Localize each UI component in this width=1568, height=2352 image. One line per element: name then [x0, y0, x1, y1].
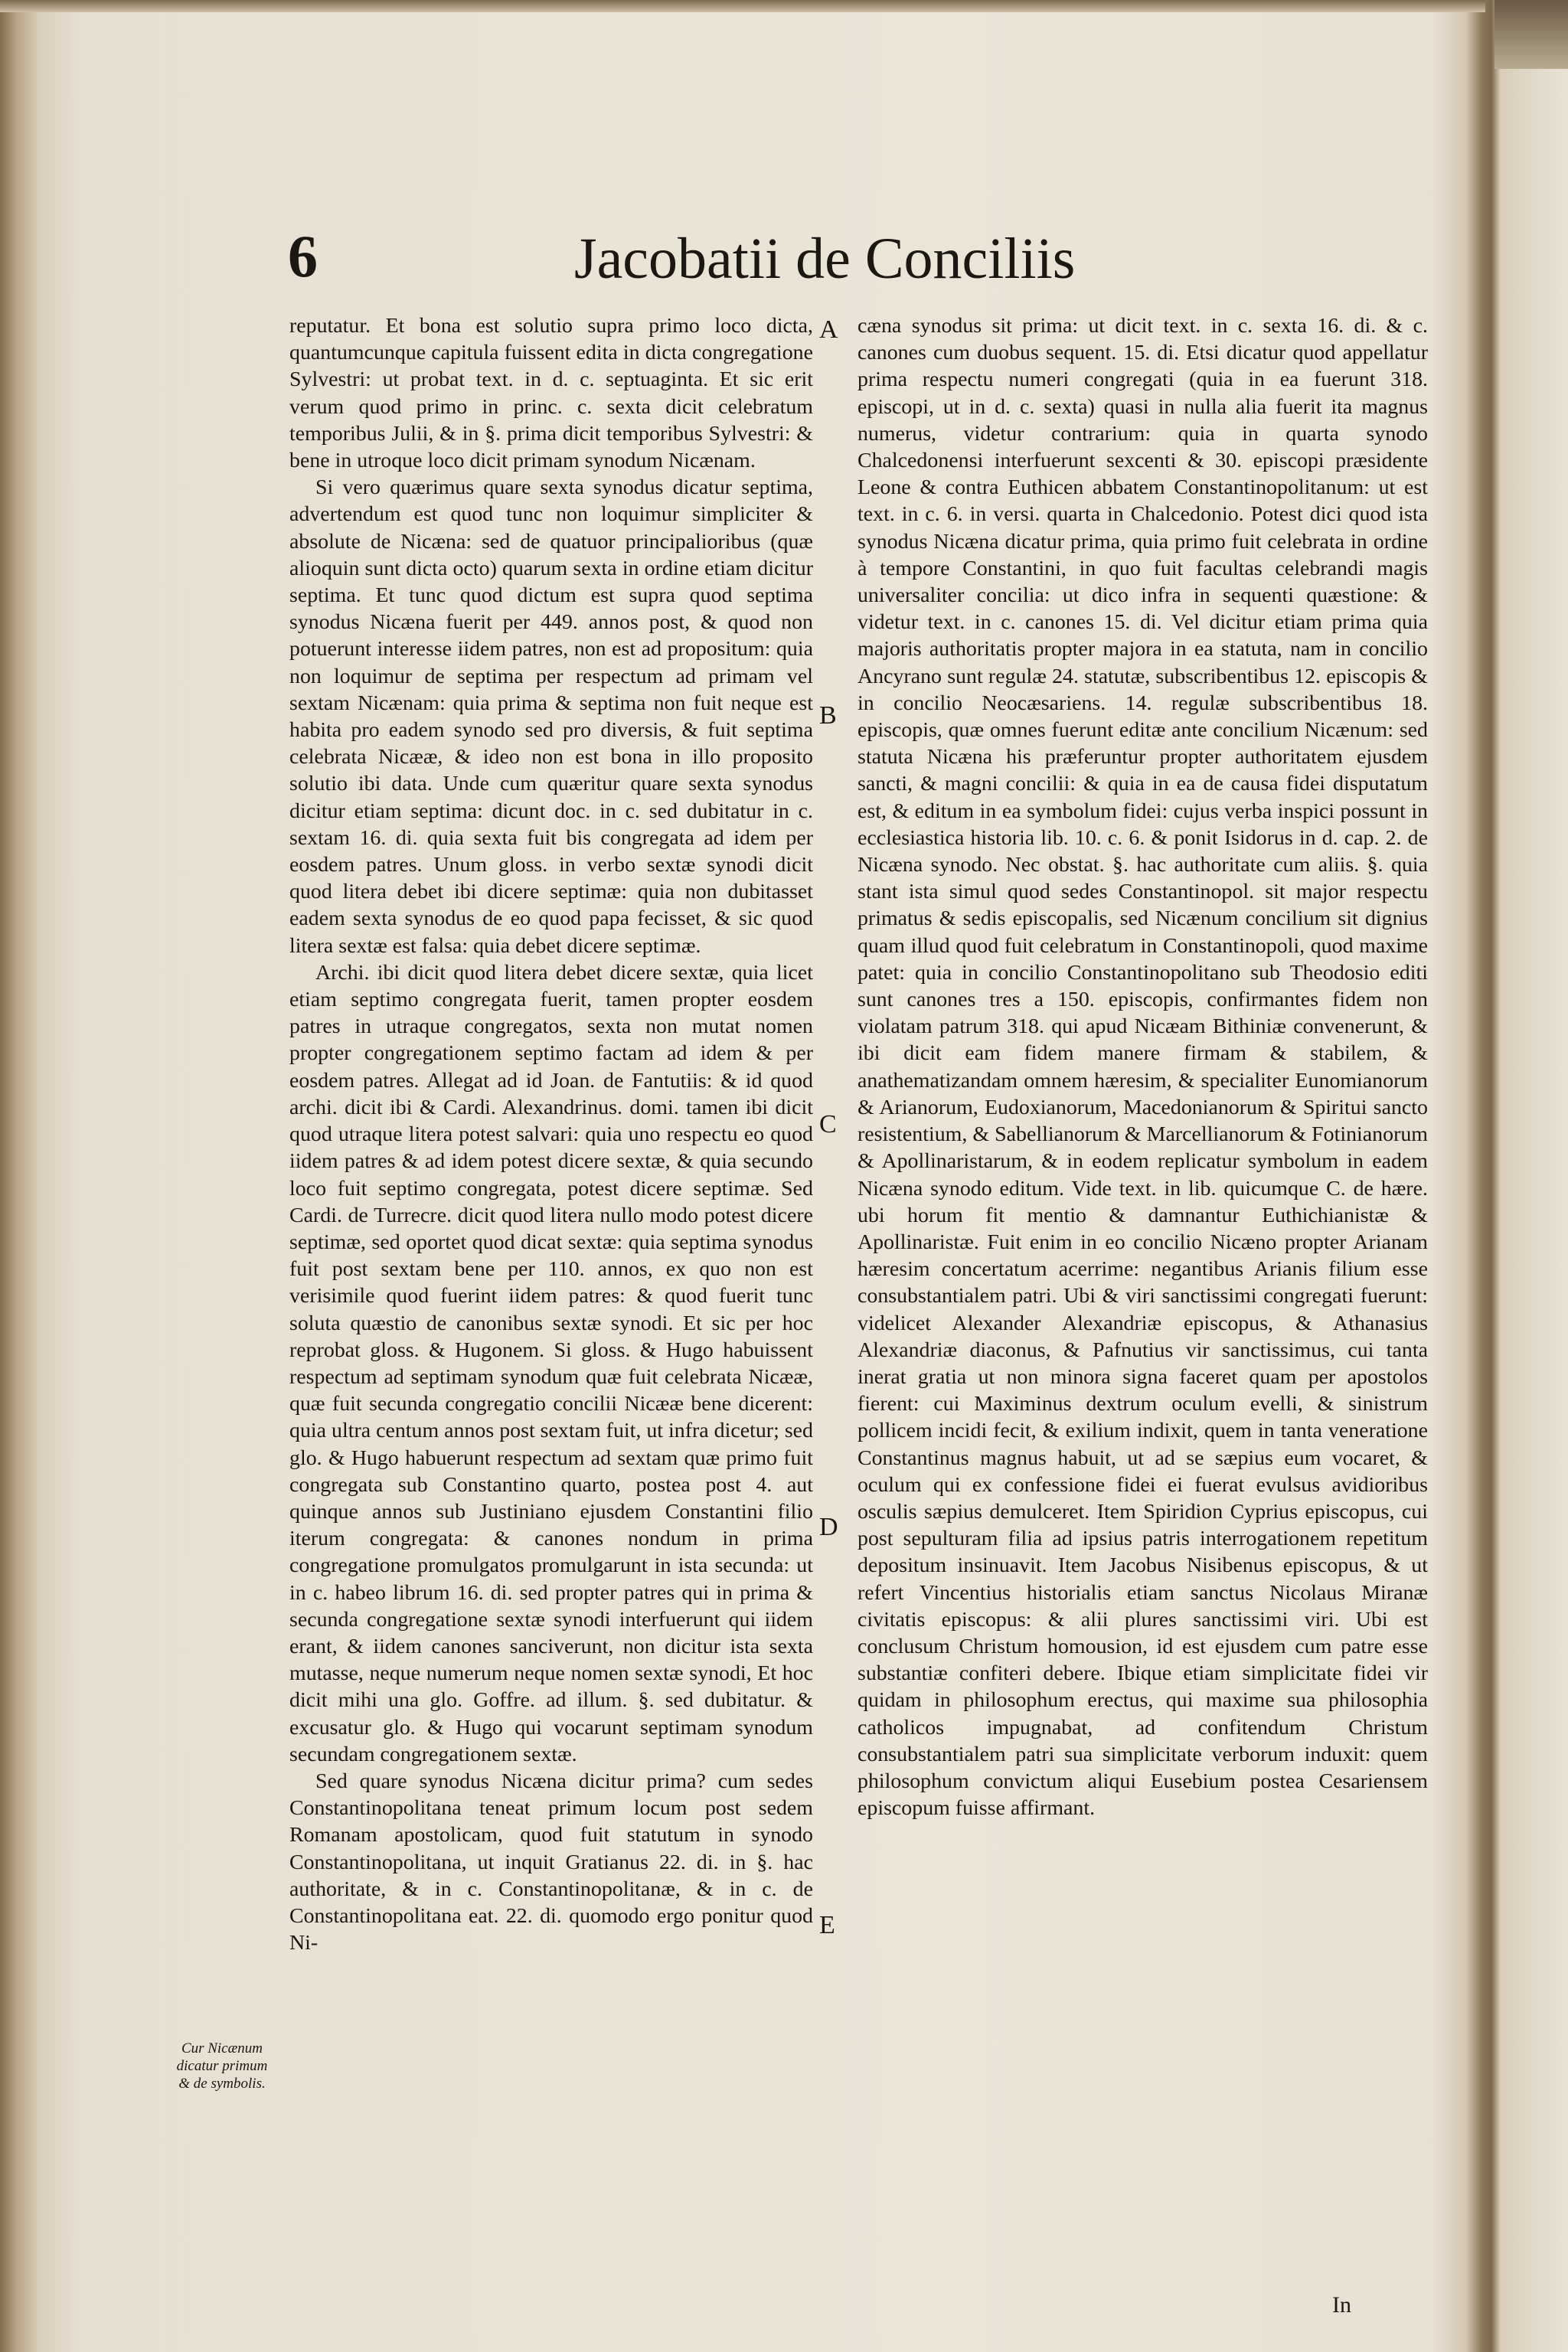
running-head: Jacobatii de Conciliis — [574, 227, 1076, 291]
left-paragraph-4: Sed quare synodus Nicæna dicitur prima? cum sedes Constantinopolitana teneat primum locum post sedem Romanam apostolicam, quod fuit statutum in synodo Constantinopolitana, ut inquit Gratianus 22. di. in §. hac authoritate, & in c. Constantinopolitanæ, & in c. de Constantinopolitana eat. 22. di. quomodo ergo ponitur quod Ni- — [289, 1769, 813, 1955]
margin-note: Cur Nicænum dicatur primum & de symbolis. — [176, 2040, 268, 2092]
catchword: In — [1332, 2292, 1351, 2318]
section-marker-d: D — [819, 1513, 838, 1541]
left-column — [289, 312, 813, 2272]
left-paragraph-3: Archi. ibi dicit quod litera debet dicere sextæ, quia licet etiam septimo congregata fuerit, tamen propter eosdem patres in utraque congregatos, sexta non mutat nomen propter congregationem septimo factam ad idem & per eosdem patres. Allegat ad id Joan. de Fantutiis: & id quod archi. dicit ibi & Cardi. Alexandrinus. domi. tamen ibi dicit quod utraque litera potest salvari: quia uno respectu eo quod iidem patres & ad idem potest dicere sextæ, & quia secundo loco fuit septimo congregata, potest dicere septimæ. Sed Cardi. de Turrecre. dicit quod litera nullo modo potest dicere septimæ, sed oportet quod dicat sextæ: quia septima synodus fuit post sextam bene per 110. annos, ex quo non est verisimile quod fuerint iidem patres: & quod fuerit tunc soluta quæstio de canonibus sextæ synodi. Et sic per hoc reprobat gloss. & Hugonem. Si gloss. & Hugo habuissent respectum ad septimam synodum quæ fuit celebrata Nicææ, quæ fuit secunda congregatio concilii Nicææ bene dicerent: quia ultra centum annos post sextam fuit, ut infra dicetur; sed glo. & Hugo habuerunt respectum ad sextam quæ primo fuit congregata sub Constantino quarto, postea post 4. aut quinque annos sub Justiniano ejusdem Constantini filio iterum congregata: & canones nondum in prima congregatione promulgatos promulgarunt in ista secunda: ut in c. habeo librum 16. di. sed propter patres qui in prima & secunda congregatione sextæ synodi interfuerunt qui iidem erant, & iidem canones sanciverunt, non dicitur ista sexta mutasse, neque numerum neque nomen sextæ synodi, Et hoc dicit mihi una glo. Goffre. ad illum. §. sed dubitatur. & excusatur glo. & Hugo qui vocarunt septimam synodum secundam congregationem sextæ. — [289, 960, 813, 1766]
section-marker-c: C — [819, 1110, 837, 1138]
left-paragraph-2: Si vero quærimus quare sexta synodus dicatur septima, advertendum est quod tunc non loquimur simpliciter & absolute de Nicæna: sed de quatuor principalioribus (quæ alioquin sunt dicta octo) quarum sexta in ordine etiam dicitur septima. Et tunc quod dictum est supra quod septima synodus Nicæna fuerit per 449. annos post, & quod non potuerunt interesse iidem patres, non est ad propositum: quia non loquimur de septima per respectum ad primam vel sextam Nicænam: quia prima & septima non fuit neque est habita pro eadem synodo sed pro diversis, & fuit septima celebrata Nicææ, & ideo non est bona in illo proposito solutio ibi data. Unde cum quæritur quare sexta synodus dicitur etiam septima: dicunt doc. in c. sed dubitatur in c. sextam 16. di. quia sexta fuit bis congregata ad idem per eosdem patres. Unum gloss. in verbo sextæ synodi dicit quod litera debet ibi dicere septimæ: quia non dubitasset eadem sexta synodus de eo quod papa fecisset, & sic quod litera sextæ est falsa: quia debet dicere septimæ. — [289, 475, 813, 958]
left-paragraph-1: reputatur. Et bona est solutio supra primo loco dicta, quantumcunque capitula fuissent edita in dicta congregatione Sylvestri: ut probat text. in d. c. septuaginta. Et sic erit verum quod primo in princ. c. sexta dicit celebratum temporibus Julii, & in §. prima dicit temporibus Sylvestri: & bene in utroque loco dicit primam synodum Nicænam. — [289, 314, 813, 473]
right-column — [858, 312, 1428, 2272]
section-marker-a: A — [819, 315, 838, 344]
section-marker-b: B — [819, 701, 837, 730]
page-number: 6 — [288, 223, 318, 289]
right-paragraph-1: cæna synodus sit prima: ut dicit text. in c. sexta 16. di. & c. canones cum duobus sequent. 15. di. Etsi dicatur quod appellatur prima respectu numeri congregati (quia in ea fuerunt 318. episcopi, ut in d. c. sexta) quasi in nulla alia fuerit ita magnus numerus, videtur contrarium: quia in quarta synodo Chalcedonensi interfuerunt sexcenti & 30. episcopi præsidente Leone & contra Euthicen abbatem Constantinopolitanum: ut est text. in c. 6. in versi. quarta in Chalcedonio. Potest dici quod ista synodus Nicæna dicatur prima, quia primo fuit celebrata in ordine à tempore Constantini, in quo fuit facultas celebrandi magis universaliter concilia: ut dico infra in sequenti quæstione: & videtur text. in c. canones 15. di. Vel dicitur etiam prima quia majoris authoritatis propter majora in ea statuta, nam in concilio Ancyrano sunt regulæ 24. statutæ, subscribentibus 12. episcopis & in concilio Neocæsariens. 14. regulæ subscribentibus 18. episcopis, quæ omnes fuerunt editæ ante concilium Nicænum: sed statuta Nicæna his præferuntur propter authoritatem ejusdem sancti, & magni concilii: & quia in ea de causa fidei disputatum est, & editum in ea symbolum fidei: cujus verba inspici possunt in ecclesiastica historia lib. 10. c. 6. & ponit Isidorus in d. cap. 2. de Nicæna synodo. Nec obstat. §. hac authoritate cum aliis. §. quia stant ista simul quod sedes Constantinopol. sit major respectu primatus & sedis episcopalis, sed Nicænum concilium sit dignius quam illud quod fuit celebratum in Constantinopoli, quod maxime patet: quia in concilio Constantinopolitano sub Theodosio editi sunt canones tres a 150. episcopis, confirmantes fidem non violatam patrum 318. qui apud Nicæam Bithiniæ convenerunt, & ibi dicit eam fidem manere firmam & stabilem, & anathematizandam omnem hæresim, & specialiter Eunomianorum & Arianorum, Eudoxianorum, Macedonianorum & Spiritui sancto resistentium, & Sabellianorum & Marcellianorum & Fotinianorum & Apollinaristarum, & in eodem replicatur symbolum in eadem Nicæna synodo editum. Vide text. in lib. quicumque C. de hære. ubi horum fit mentio & damnantur Euthichianistæ & Apollinaristæ. Fuit enim in eo concilio Nicæno propter Arianam hæresim concertatum acerrime: negantibus Arianis filium esse consubstantialem patri. Ubi & viri sanctissimi congregati fuerunt: videlicet Alexander Alexandriæ episcopus, & Athanasius Alexandriæ diaconus, & Pafnutius vir sanctissimus, cui tanta inerat gratia ut non minora signa faceret quam per apostolos fierent: cui Maximinus dextrum oculum evelli, & sinistrum pollicem incidi fecit, & exilium indixit, quem in tanta veneratione Constantinus magnus habuit, ut ad se sæpius eum vocaret, & oculum qui ex confessione fidei ei fuerat evulsus avidioribus osculis sæpius demulceret. Item Spiridion Cyprius episcopus, cui post sepulturam filia ad ipsius patris interrogationem repetitum depositum insinuavit. Item Jacobus Nisibenus episcopus, & ut refert Vincentius historialis etiam sanctus Nicolaus Miranæ civitatis episcopus: & alii plures sanctissimi viri. Ubi est conclusum Christum homousion, id est ejusdem cum patre esse substantiæ confiteri debere. Ibique etiam simplicitate fidei vir quidam in philosophum erectus, qui maxime sua philosophia catholicos impugnabat, ad confitendum Christum consubstantialem patri sua simplicitate verborum induxit: quem philosophum convictum aliqui Eusebium postea Cesariensem episcopum fuisse affirmant. — [858, 314, 1428, 1821]
section-marker-e: E — [819, 1911, 835, 1939]
